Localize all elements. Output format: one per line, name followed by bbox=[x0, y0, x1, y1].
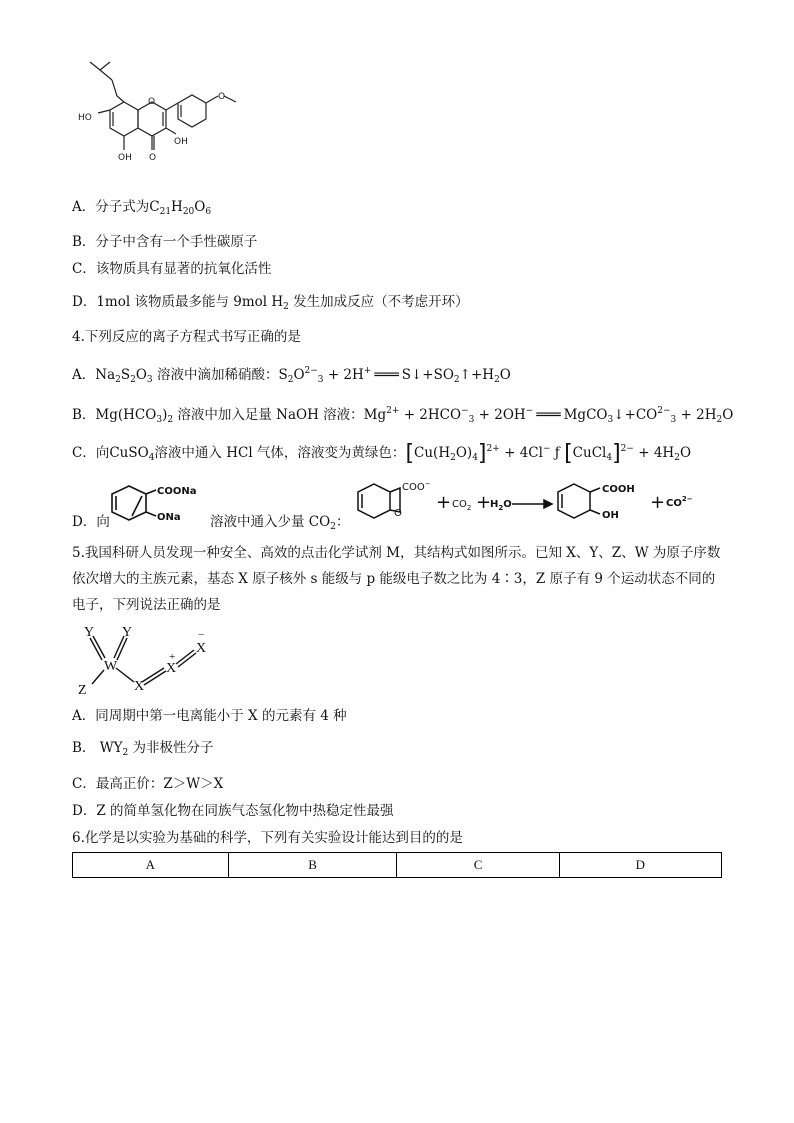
q5-option-a: A．同周期中第一电离能小于 X 的元素有 4 种 bbox=[72, 708, 347, 724]
table-header-cell: A bbox=[73, 853, 229, 878]
keto-oxygen-label: O bbox=[149, 153, 157, 163]
phenoxide-label: ONa bbox=[157, 512, 181, 523]
methoxy-oxygen-label: O bbox=[218, 92, 226, 102]
co2-label: $CO_2$ bbox=[452, 499, 472, 512]
w-atom: W bbox=[104, 659, 118, 674]
z-atom: Z bbox=[78, 683, 87, 698]
water-label: $H_2O$ bbox=[490, 499, 512, 512]
reaction-equation-image bbox=[352, 476, 722, 526]
plus-sign: + bbox=[650, 492, 666, 513]
q4-option-c: C．向CuSO$_4$溶液中通入 HCl 气体，溶液变为黄绿色：$[Cu(H_2O)_4]^{2+} + 4Cl^-$ ƒ [CuCl$_4$]$^{2-}$ + $4H_2O$ bbox=[72, 441, 692, 466]
y-atom: Y bbox=[84, 625, 95, 640]
sodium-salicylate-structure bbox=[104, 478, 214, 528]
ring-oxygen-label: O bbox=[148, 97, 156, 107]
hydroxyl-label: HO bbox=[78, 113, 92, 123]
q5-option-d: D．Z 的简单氢化物在同族气态氢化物中热稳定性最强 bbox=[72, 803, 394, 819]
q3-option-d: D．1mol 该物质最多能与 9mol $H_2$ 发生加成反应（不考虑开环） bbox=[72, 294, 469, 312]
q6-stem: 6.化学是以实验为基础的科学，下列有关实验设计能达到目的的是 bbox=[72, 830, 463, 846]
q4-option-d-label: D．向 bbox=[72, 514, 110, 530]
table-header-cell: D bbox=[559, 853, 721, 878]
plus-sign: + bbox=[436, 492, 452, 513]
y-atom: Y bbox=[122, 625, 133, 640]
carbonate-label: $CO^{2-}$ bbox=[666, 495, 693, 509]
q4-option-a: A．$Na_2S_2O_3$ 溶液中滴加稀硝酸：$S_2O^{2-}_3 + 2H^+$ ═══ $S↓+SO_2↑+H_2O$ bbox=[72, 366, 511, 385]
positive-charge: + bbox=[169, 651, 176, 663]
x-atom: X bbox=[196, 641, 207, 656]
negative-charge: − bbox=[198, 629, 205, 641]
plus-sign: + bbox=[476, 492, 492, 513]
q5-stem: 5.我国科研人员发现一种安全、高效的点击化学试剂 M，其结构式如图所示。已知 X、Y、Z、W 为原子序数依次增大的主族元素，基态 X 原子核外 s 能级与 p 能级电子数之比为 4∶3，Z 原子有 9 个运动状态不同的电子，下列说法正确的是 bbox=[72, 545, 721, 613]
q4-option-d-text: 溶液中通入少量 $CO_2$： bbox=[210, 514, 350, 532]
x-atom: X bbox=[134, 679, 145, 694]
flavonoid-structure-image bbox=[72, 58, 247, 180]
product-carboxylate-label: COO− bbox=[402, 480, 431, 493]
table-header-cell: B bbox=[228, 853, 397, 878]
table-header-cell: C bbox=[397, 853, 559, 878]
hydroxyl-label: OH bbox=[174, 137, 188, 147]
carboxylate-label: COONa bbox=[157, 486, 197, 497]
hydroxyl-label: OH bbox=[602, 510, 619, 521]
q4-stem: 4.下列反应的离子方程式书写正确的是 bbox=[72, 329, 301, 345]
reagent-m-structure bbox=[72, 622, 222, 698]
q3-option-a: A．分子式为$C_{21}H_{20}O_6$ bbox=[72, 199, 212, 217]
hydroxyl-label: OH bbox=[118, 153, 132, 163]
q6-options-table bbox=[72, 852, 722, 878]
ring-oxygen-label: O bbox=[394, 508, 402, 519]
q4-option-b: B．$Mg(HCO_3)_2$ 溶液中加入足量 NaOH 溶液：$Mg^{2+} + 2HCO^-_3 + 2OH^-$ ═══ $MgCO_3↓+CO^{2-}_3 + 2H_2O$ bbox=[72, 406, 734, 425]
q5-option-b: B． $WY_2$ 为非极性分子 bbox=[72, 740, 214, 758]
q3-option-b: B．分子中含有一个手性碳原子 bbox=[72, 234, 258, 250]
table-header-row bbox=[73, 853, 722, 878]
x-atom: X bbox=[166, 661, 177, 676]
carboxylic-acid-label: COOH bbox=[602, 484, 635, 495]
q5-option-c: C．最高正价：Z＞W＞X bbox=[72, 776, 224, 792]
q3-option-c: C．该物质具有显著的抗氧化活性 bbox=[72, 261, 272, 277]
